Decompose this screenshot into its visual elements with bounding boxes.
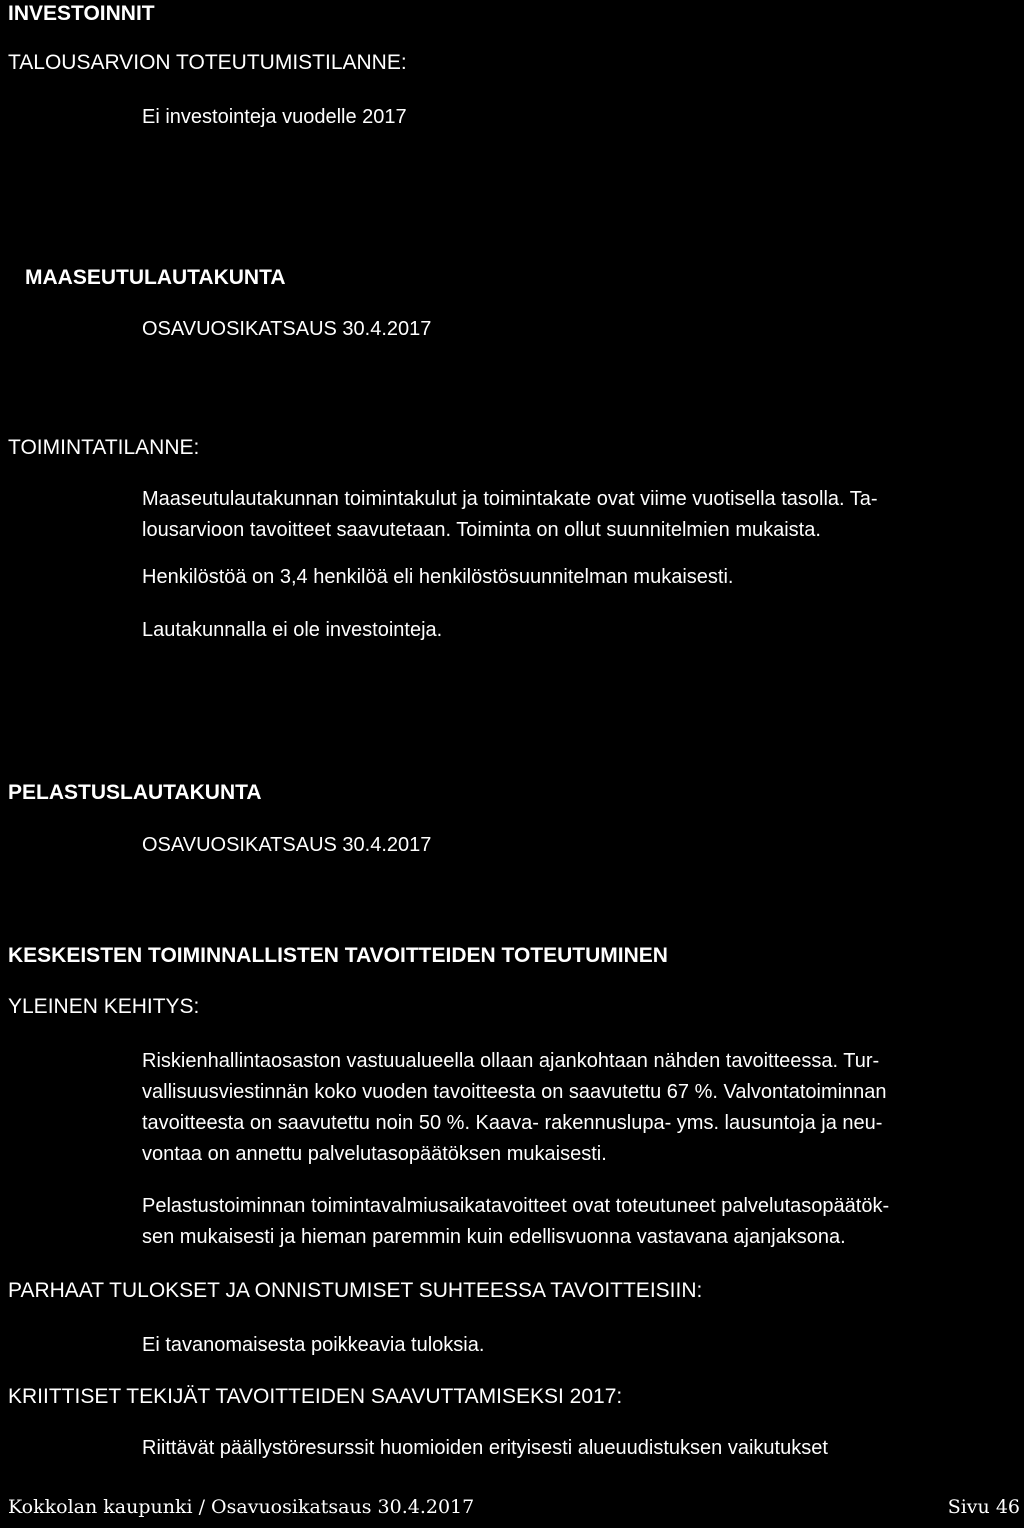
goals-heading: KESKEISTEN TOIMINNALLISTEN TAVOITTEIDEN TOTEUTUMINEN: [8, 944, 668, 967]
text-line: Riskienhallintaosaston vastuualueella ollaan ajankohtaan nähden tavoitteessa. Tur-: [142, 1050, 880, 1072]
general-paragraph-2: [142, 1191, 1012, 1253]
pelastus-report-title: OSAVUOSIKATSAUS 30.4.2017: [142, 834, 432, 856]
text-line: vontaa on annettu palvelutasopäätöksen mukaisesti.: [142, 1143, 607, 1165]
text-line: vallisuusviestinnän koko vuoden tavoitteesta on saavutettu 67 %. Valvontatoiminnan: [142, 1081, 887, 1103]
pelastuslautakunta-heading: PELASTUSLAUTAKUNTA: [8, 781, 262, 804]
best-results-text: Ei tavanomaisesta poikkeavia tuloksia.: [142, 1334, 485, 1356]
critical-factors-heading: KRIITTISET TEKIJÄT TAVOITTEIDEN SAAVUTTAMISEKSI 2017:: [8, 1385, 623, 1408]
footer-title: Kokkolan kaupunki / Osavuosikatsaus 30.4.2017: [8, 1496, 475, 1518]
text-line: lousarvioon tavoitteet saavutetaan. Toiminta on ollut suunnitelmien mukaista.: [142, 519, 821, 541]
page-number: Sivu 46: [947, 1496, 1020, 1518]
maaseutu-report-title: OSAVUOSIKATSAUS 30.4.2017: [142, 318, 432, 340]
text-line: sen mukaisesti ja hieman paremmin kuin edellisvuonna vastavana ajanjaksona.: [142, 1226, 846, 1248]
maaseutu-paragraph-1: [142, 484, 1002, 546]
maaseutulautakunta-heading: MAASEUTULAUTAKUNTA: [25, 266, 286, 289]
text-line: Maaseutulautakunnan toimintakulut ja toimintakate ovat viime vuotisella tasolla. Ta-: [142, 488, 878, 510]
maaseutu-paragraph-2: Henkilöstöä on 3,4 henkilöä eli henkilöstösuunnitelman mukaisesti.: [142, 566, 734, 588]
general-development-heading: YLEINEN KEHITYS:: [8, 995, 200, 1018]
text-line: Pelastustoiminnan toimintavalmiusaikatavoitteet ovat toteutuneet palvelutasopäätök-: [142, 1195, 890, 1217]
critical-factors-text: Riittävät päällystöresurssit huomioiden erityisesti alueuudistuksen vaikutukset: [142, 1437, 828, 1459]
text-line: tavoitteesta on saavutettu noin 50 %. Kaava- rakennuslupa- yms. lausuntoja ja neu-: [142, 1112, 883, 1134]
general-paragraph-1: [142, 1046, 1012, 1170]
toimintatilanne-heading: TOIMINTATILANNE:: [8, 436, 200, 459]
budget-status-heading: TALOUSARVION TOTEUTUMISTILANNE:: [8, 51, 407, 74]
investoinnit-text: Ei investointeja vuodelle 2017: [142, 106, 407, 128]
best-results-heading: PARHAAT TULOKSET JA ONNISTUMISET SUHTEESSA TAVOITTEISIIN:: [8, 1279, 703, 1302]
investoinnit-heading: INVESTOINNIT: [8, 2, 155, 25]
maaseutu-paragraph-3: Lautakunnalla ei ole investointeja.: [142, 619, 443, 641]
